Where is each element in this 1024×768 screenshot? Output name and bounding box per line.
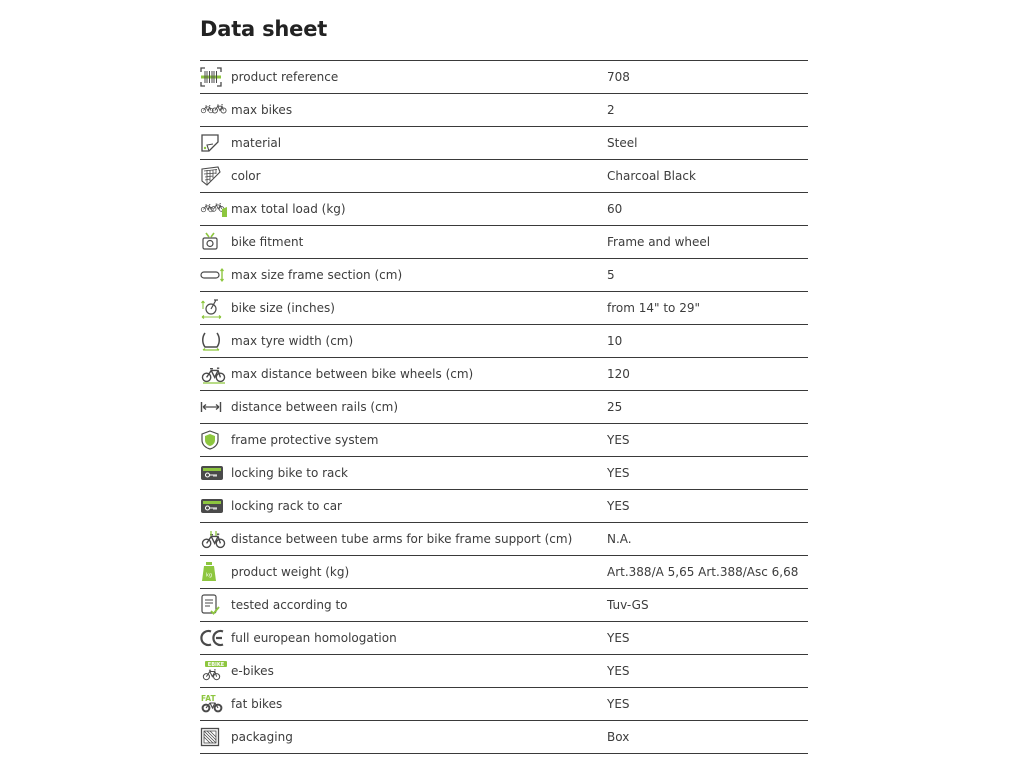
spec-value: 2 xyxy=(607,103,615,117)
ebike-icon xyxy=(200,660,231,682)
color-swatch-icon xyxy=(200,165,231,187)
spec-row-color xyxy=(200,160,808,193)
fatbike-icon xyxy=(200,693,231,715)
spec-label: packaging xyxy=(231,730,293,744)
spec-row-max-tyre-width-cm xyxy=(200,325,808,358)
spec-label: distance between tube arms for bike frame support (cm) xyxy=(231,532,573,546)
spec-row-max-distance-between-bike-wheels-cm xyxy=(200,358,808,391)
spec-value: YES xyxy=(607,631,630,645)
certificate-icon xyxy=(200,594,231,616)
spec-label: bike size (inches) xyxy=(231,301,335,315)
material-icon xyxy=(200,132,231,154)
spec-label: material xyxy=(231,136,282,150)
spec-row-max-bikes xyxy=(200,94,808,127)
spec-value: Box xyxy=(607,730,630,744)
spec-row-distance-between-tube-arms-for-bike-frame-support-cm xyxy=(200,523,808,556)
spec-row-packaging xyxy=(200,721,808,754)
spec-value: from 14" to 29" xyxy=(607,301,700,315)
svg-text:kg: kg xyxy=(205,572,213,579)
spec-value: 708 xyxy=(607,70,630,84)
spec-label: e-bikes xyxy=(231,664,274,678)
spec-label: bike fitment xyxy=(231,235,304,249)
spec-value: 25 xyxy=(607,400,623,414)
spec-value: Tuv-GS xyxy=(607,598,649,612)
spec-value: Charcoal Black xyxy=(607,169,696,183)
bike-frame-icon xyxy=(200,528,231,550)
spec-row-locking-rack-to-car xyxy=(200,490,808,523)
spec-row-frame-protective-system xyxy=(200,424,808,457)
spec-row-max-total-load-kg xyxy=(200,193,808,226)
two-bikes-icon xyxy=(200,99,231,121)
spec-value: 60 xyxy=(607,202,623,216)
spec-value: Steel xyxy=(607,136,638,150)
spec-label: max total load (kg) xyxy=(231,202,346,216)
spec-value: YES xyxy=(607,499,630,513)
weight-icon xyxy=(200,561,231,583)
spec-value: Frame and wheel xyxy=(607,235,711,249)
spec-row-bike-fitment xyxy=(200,226,808,259)
data-sheet xyxy=(200,14,808,754)
rail-distance-icon xyxy=(200,396,231,418)
ce-mark-icon xyxy=(200,627,231,649)
spec-row-material xyxy=(200,127,808,160)
spec-label: color xyxy=(231,169,261,183)
spec-value: N.A. xyxy=(607,532,632,546)
spec-label: product reference xyxy=(231,70,339,84)
spec-value: 10 xyxy=(607,334,623,348)
packaging-icon xyxy=(200,726,231,748)
spec-value: YES xyxy=(607,466,630,480)
spec-row-distance-between-rails-cm xyxy=(200,391,808,424)
spec-row-product-weight-kg xyxy=(200,556,808,589)
spec-label: tested according to xyxy=(231,598,348,612)
spec-label: locking rack to car xyxy=(231,499,342,513)
spec-label: max tyre width (cm) xyxy=(231,334,354,348)
bikes-load-icon xyxy=(200,198,231,220)
spec-row-locking-bike-to-rack xyxy=(200,457,808,490)
frame-section-icon xyxy=(200,264,231,286)
spec-label: full european homologation xyxy=(231,631,397,645)
wheelbase-icon xyxy=(200,363,231,385)
spec-label: max bikes xyxy=(231,103,293,117)
spec-row-product-reference xyxy=(200,61,808,94)
svg-text:EBIKE: EBIKE xyxy=(207,662,225,669)
spec-label: locking bike to rack xyxy=(231,466,348,480)
spec-row-e-bikes xyxy=(200,655,808,688)
spec-row-tested-according-to xyxy=(200,589,808,622)
spec-label: product weight (kg) xyxy=(231,565,350,579)
spec-label: max size frame section (cm) xyxy=(231,268,403,282)
spec-label: distance between rails (cm) xyxy=(231,400,399,414)
spec-label: fat bikes xyxy=(231,697,283,711)
spec-label: max distance between bike wheels (cm) xyxy=(231,367,474,381)
spec-value: 5 xyxy=(607,268,615,282)
lock-key-icon xyxy=(200,462,231,484)
spec-row-full-european-homologation xyxy=(200,622,808,655)
svg-text:FAT: FAT xyxy=(201,694,216,703)
bike-size-icon xyxy=(200,297,231,319)
shield-icon xyxy=(200,429,231,451)
tyre-width-icon xyxy=(200,330,231,352)
spec-value: YES xyxy=(607,433,630,447)
data-sheet-table xyxy=(200,60,808,754)
lock-key-icon xyxy=(200,495,231,517)
spec-label: frame protective system xyxy=(231,433,379,447)
spec-row-max-size-frame-section-cm xyxy=(200,259,808,292)
page-title: Data sheet xyxy=(200,17,328,41)
spec-row-fat-bikes xyxy=(200,688,808,721)
spec-value: Art.388/A 5,65 Art.388/Asc 6,68 xyxy=(607,565,799,579)
spec-row-bike-size-inches xyxy=(200,292,808,325)
fitment-icon xyxy=(200,231,231,253)
spec-value: 120 xyxy=(607,367,630,381)
spec-value: YES xyxy=(607,664,630,678)
barcode-icon xyxy=(200,66,231,88)
spec-value: YES xyxy=(607,697,630,711)
